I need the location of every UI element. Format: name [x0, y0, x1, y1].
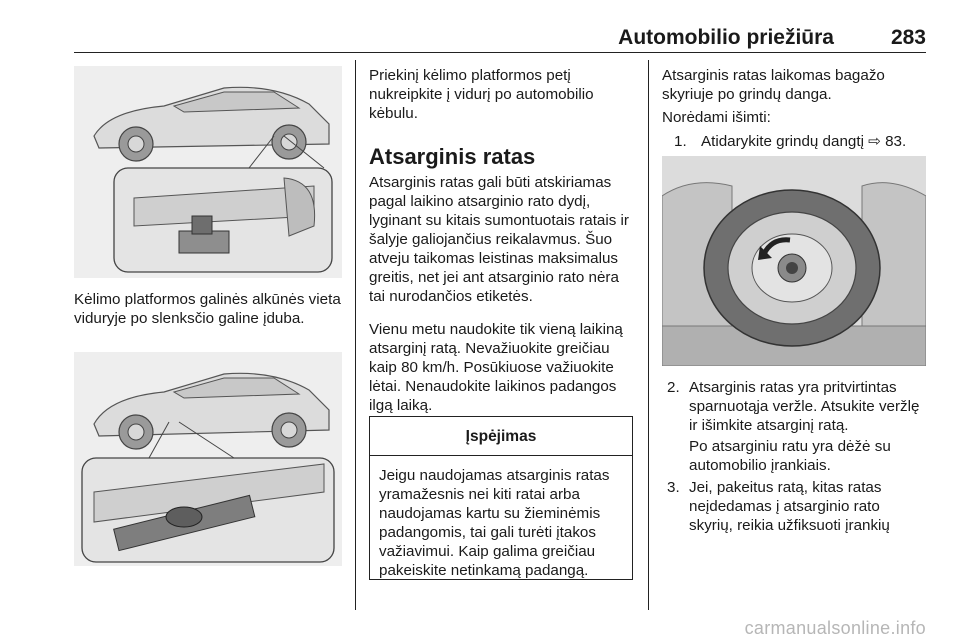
step-text: Jei, pakeitus ratą, kitas ratas neįdedamas į atsarginio rato skyrių, reikia užfiksuoti įrankių: [689, 479, 890, 534]
column-divider-2: [648, 60, 649, 610]
section-heading: Atsarginis ratas: [369, 144, 536, 169]
warning-text: Jeigu naudojamas atsarginis ratas yramažesnis nei kiti ratai arba naudojamas kartu su žieminėmis padangomis, tai gali turėti įtakos važiavimui. Kaip galima greičiau pakeiskite netinkamą padangą.: [379, 467, 610, 579]
column3-intro: Atsarginis ratas laikomas bagažo skyriuje po grindų danga.: [662, 67, 885, 103]
step-number: 1.: [674, 133, 687, 150]
step-text: Atsarginis ratas yra pritvirtintas sparnuotąja veržle. Atsukite veržlę ir išimkite atsarginį ratą.: [689, 379, 920, 434]
lead-text: Norėdami išimti:: [662, 109, 771, 126]
jack-rear-lifting-point-figure: [74, 66, 342, 278]
warning-title: Įspėjimas: [370, 417, 632, 456]
step-number: 3.: [667, 479, 680, 496]
spare-wheel-text-2: [369, 320, 634, 415]
caption-text: Kėlimo platformos galinės alkūnės vieta viduryje po slenksčio galine įduba.: [74, 291, 341, 327]
spare-wheel-text-1: [369, 173, 634, 306]
column-3: [662, 66, 927, 104]
intro-paragraph: Priekinį kėlimo platformos petį nukreipkite į vidurį po automobilio kėbulu.: [369, 67, 594, 122]
watermark: carmanualsonline.info: [744, 618, 926, 638]
page-title: Automobilio priežiūra: [618, 26, 834, 49]
car-jack-front-illustration: [74, 352, 342, 566]
spare-wheel-section: [369, 144, 634, 170]
spare-wheel-figure: [662, 156, 926, 366]
warning-box: [369, 416, 633, 580]
paragraph-1: Atsarginis ratas gali būti atskiriamas pagal laikino atsarginio rato dydį, lyginant su kitais sumontuotais ratais ir šalyje galiojančius reikalavmus. Šuo atveju taikomas leistinas maksimalus greitis, net jei ant atsarginio rato nėra tai nurodančios etiketės.: [369, 174, 629, 305]
column3-lead: [662, 108, 927, 127]
page-header: [74, 0, 926, 53]
car-jack-illustration: [74, 66, 342, 278]
figure-caption-1: [74, 290, 342, 328]
paragraph-2: Vienu metu naudokite tik vieną laikiną atsarginį ratą. Nevažiuokite greičiau kaip 80 km/h. Posūkiuose važiuokite lėtai. Nenaudokite laikinos padangos ilgą laiką.: [369, 321, 623, 414]
jack-front-arm-figure: [74, 352, 342, 566]
step-number: 2.: [667, 379, 680, 396]
page-number: 283: [890, 26, 926, 49]
column-2: [369, 66, 634, 123]
step-text: Atidarykite grindų dangtį ⇨ 83.: [701, 133, 907, 150]
spare-wheel-illustration: [662, 156, 926, 366]
step-extra-text: Po atsarginiu ratu yra dėžė su automobilio įrankiais.: [689, 438, 891, 474]
column-divider-1: [355, 60, 356, 610]
